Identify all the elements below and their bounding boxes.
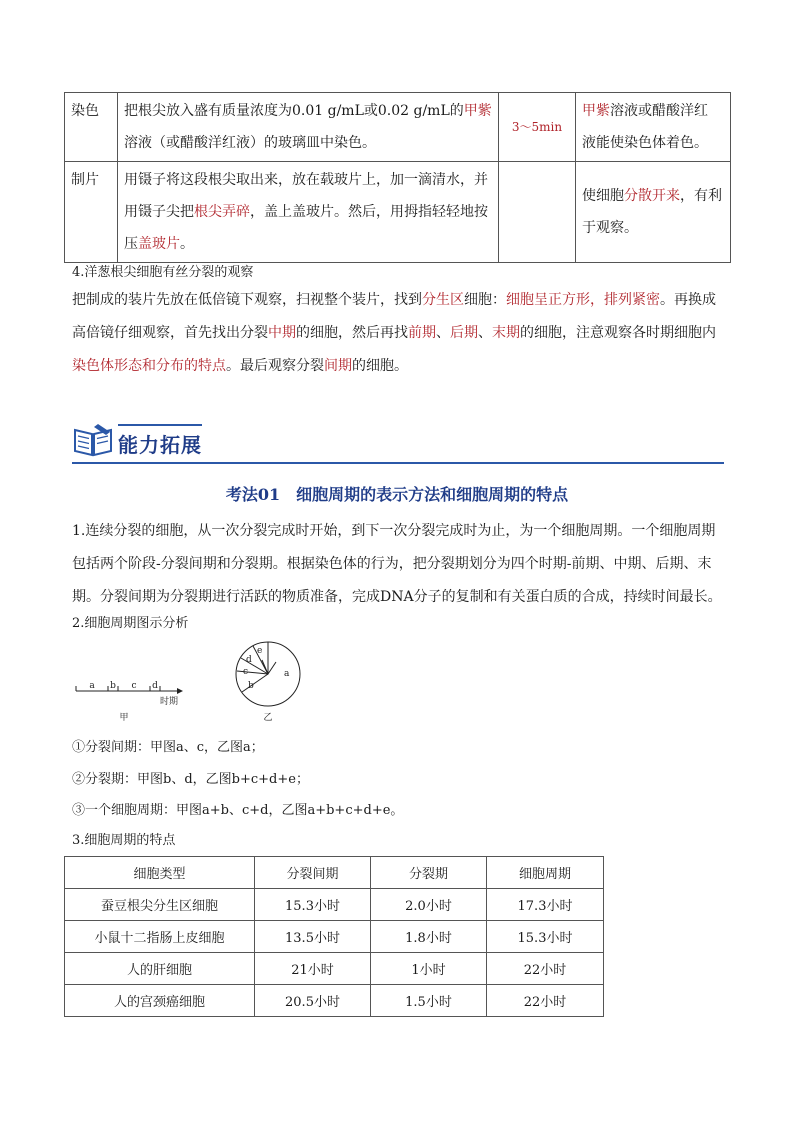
step-purpose: 使细胞分散开来，有利于观察。 — [576, 162, 731, 263]
table-cell: 1小时 — [371, 953, 487, 985]
table-row — [65, 162, 731, 263]
table-cell: 蚕豆根尖分生区细胞 — [65, 889, 255, 921]
table-row — [65, 921, 604, 953]
cycle-table — [64, 856, 604, 1017]
analysis-line: ①分裂间期：甲图a、c，乙图a； — [72, 740, 264, 755]
table-cell: 22小时 — [487, 953, 604, 985]
table-cell: 人的肝细胞 — [65, 953, 255, 985]
cycle-label-e: e — [257, 646, 263, 656]
cycle-label-d: d — [246, 655, 252, 665]
step-time — [499, 162, 576, 263]
timeline-label-b: b — [110, 681, 116, 691]
table-header-row — [65, 857, 604, 889]
table-row — [65, 889, 604, 921]
section-title: 能力拓展 — [118, 433, 202, 457]
table-row — [65, 93, 731, 162]
step-name: 制片 — [65, 162, 118, 263]
cycle-caption: 乙 — [263, 713, 273, 723]
table-cell: 13.5小时 — [255, 921, 371, 953]
table-cell: 15.3小时 — [487, 921, 604, 953]
timeline-label-c: c — [131, 681, 137, 691]
book-icon — [72, 422, 114, 458]
point-3-heading: 3.细胞周期的特点 — [72, 833, 176, 848]
point-1-paragraph: 1.连续分裂的细胞，从一次分裂完成时开始，到下一次分裂完成时为止，为一个细胞周期。一个细胞周期包括两个阶段-分裂间期和分裂期。根据染色体的行为，把分裂期划分为四个时期-前期、中期、后期、末期。分裂间期为分裂期进行活跃的物质准备，完成DNA分子的复制和有关蛋白质的合成，持续时间最长。 — [72, 523, 722, 605]
timeline-axis-label: 时期 — [160, 697, 179, 707]
table-cell: 人的宫颈癌细胞 — [65, 985, 255, 1017]
step-name: 染色 — [65, 93, 118, 162]
header-rule-bottom — [72, 462, 724, 464]
column-header: 细胞类型 — [65, 857, 255, 889]
cycle-label-a: a — [284, 669, 290, 679]
table-row — [65, 985, 604, 1017]
column-header: 分裂期 — [371, 857, 487, 889]
table-cell: 21小时 — [255, 953, 371, 985]
cycle-label-c: c — [243, 667, 249, 677]
table-cell: 1.5小时 — [371, 985, 487, 1017]
table-cell: 20.5小时 — [255, 985, 371, 1017]
cycle-label-b: b — [248, 681, 254, 691]
table-cell: 小鼠十二指肠上皮细胞 — [65, 921, 255, 953]
analysis-line: ②分裂期：甲图b、d，乙图b+c+d+e； — [72, 772, 309, 787]
cell-cycle-diagram — [72, 640, 322, 730]
timeline-caption: 甲 — [119, 713, 129, 723]
observation-heading: 4.洋葱根尖细胞有丝分裂的观察 — [72, 265, 254, 280]
table-cell: 1.8小时 — [371, 921, 487, 953]
step-time: 3～5min — [499, 93, 576, 162]
table-cell: 17.3小时 — [487, 889, 604, 921]
timeline-label-d: d — [152, 681, 158, 691]
method-title: 考法01 细胞周期的表示方法和细胞周期的特点 — [225, 485, 569, 504]
table-cell: 15.3小时 — [255, 889, 371, 921]
column-header: 细胞周期 — [487, 857, 604, 889]
steps-table — [64, 92, 731, 263]
observation-paragraph: 把制成的装片先放在低倍镜下观察，扫视整个装片，找到分生区细胞：细胞呈正方形，排列紧密。再换成高倍镜仔细观察，首先找出分裂中期的细胞，然后再找前期、后期、末期的细胞，注意观察各时期细胞内染色体形态和分布的特点。最后观察分裂间期的细胞。 — [72, 292, 716, 374]
point-2-heading: 2.细胞周期图示分析 — [72, 616, 189, 631]
table-cell: 2.0小时 — [371, 889, 487, 921]
section-header — [72, 414, 724, 464]
analysis-line: ③一个细胞周期：甲图a+b、c+d，乙图a+b+c+d+e。 — [72, 803, 404, 818]
step-purpose: 甲紫溶液或醋酸洋红 液能使染色体着色。 — [576, 93, 731, 162]
column-header: 分裂间期 — [255, 857, 371, 889]
step-method: 把根尖放入盛有质量浓度为0.01 g/mL或0.02 g/mL的甲紫溶液（或醋酸洋红液）的玻璃皿中染色。 — [118, 93, 499, 162]
table-cell: 22小时 — [487, 985, 604, 1017]
header-rule-top — [118, 424, 202, 426]
table-row — [65, 953, 604, 985]
step-method: 用镊子将这段根尖取出来，放在载玻片上，加一滴清水，并用镊子尖把根尖弄碎，盖上盖玻片。然后，用拇指轻轻地按压盖玻片。 — [118, 162, 499, 263]
timeline-arrow — [177, 688, 183, 694]
timeline-label-a: a — [89, 681, 95, 691]
